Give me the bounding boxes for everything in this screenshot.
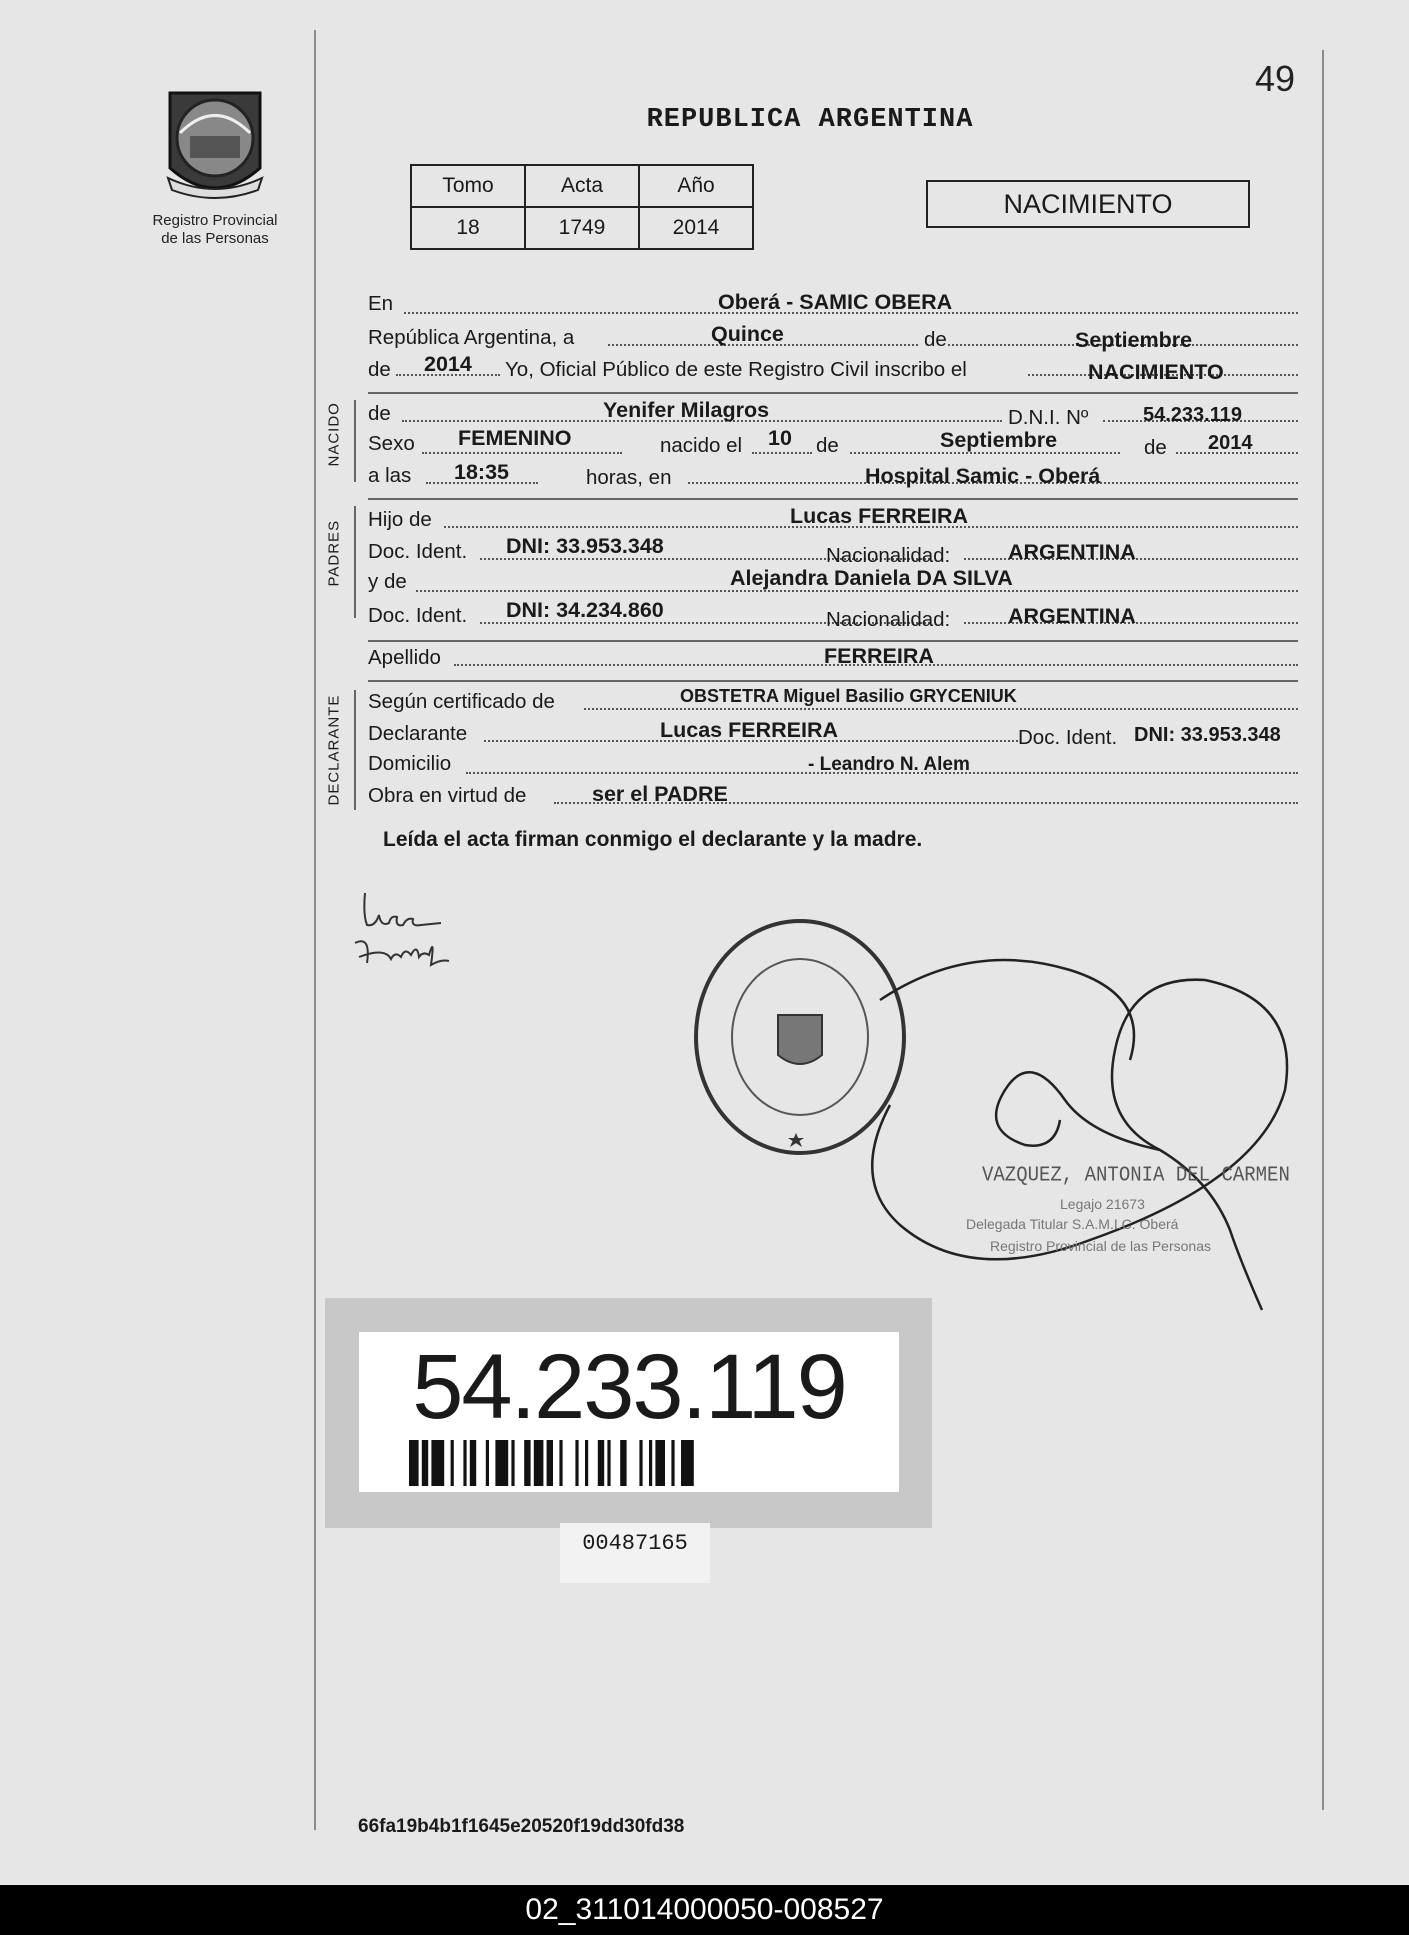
value-inscribo: NACIMIENTO [1088,360,1224,384]
serial-number: 00487165 [560,1523,710,1583]
label-nac2: Nacionalidad: [826,608,951,631]
row-republica [368,322,1298,352]
value-doc1: DNI: 33.953.348 [506,534,664,558]
row-y-de [368,568,1298,598]
value-day: Quince [711,322,784,346]
value-birth-month: Septiembre [940,428,1058,452]
official-signature [830,940,1310,1320]
value-month: Septiembre [1075,328,1193,352]
label-obra: Obra en virtud de [368,784,527,807]
right-margin-line [1322,50,1324,1810]
value-nac1: ARGENTINA [1008,540,1136,564]
registry-table [410,164,754,250]
value-name: Yenifer Milagros [603,398,770,422]
row-hijo-de [368,504,1298,534]
section-label-nacido: NACIDO [325,402,343,467]
section-label-padres: PADRES [325,519,343,587]
label-doc2: Doc. Ident. [368,604,468,627]
label-nacido-de: de [368,402,391,425]
header-ano: Año [639,165,753,207]
value-declarante: Lucas FERREIRA [660,718,839,742]
row-hora [368,460,1298,490]
label-certificado: Según certificado de [368,690,555,713]
closing-statement: Leída el acta firman conmigo el declarante y la madre. [383,828,923,851]
value-ano: 2014 [639,207,753,249]
barcode-sticker [325,1298,932,1528]
value-time: 18:35 [454,460,509,484]
value-acta: 1749 [525,207,639,249]
row-apellido [368,642,1298,672]
label-apellido: Apellido [368,646,441,669]
value-doc2: DNI: 34.234.860 [506,598,664,622]
page-title: REPUBLICA ARGENTINA [646,105,974,135]
document-hash: 66fa19b4b1f1645e20520f19dd30fd38 [358,1816,685,1837]
barcode-bars [409,1440,849,1486]
value-tomo: 18 [411,207,525,249]
official-legajo: Legajo 21673 [1060,1196,1145,1212]
label-a-las: a las [368,464,412,487]
row-inscribo [368,352,1298,382]
declarant-signature [345,885,495,985]
value-decl-doc: DNI: 33.953.348 [1134,724,1281,746]
value-nac2: ARGENTINA [1008,604,1136,628]
label-republica: República Argentina, a [368,326,575,349]
provincial-crest-logo [150,78,280,208]
value-birth-year: 2014 [1208,432,1253,454]
label-inscribo: Yo, Oficial Público de este Registro Civil inscribo el [505,358,967,381]
label-de-month: de [816,434,839,457]
record-type-box: NACIMIENTO [926,180,1250,228]
row-domicilio [368,750,1298,780]
official-title: Delegada Titular S.A.M.I.C. Oberá [966,1216,1179,1232]
value-year: 2014 [424,352,472,376]
label-de2: de [368,358,391,381]
value-birth-day: 10 [768,426,792,450]
label-decl-doc: Doc. Ident. [1018,726,1118,749]
label-nacido-el: nacido el [660,434,743,457]
row-declarante [368,718,1298,748]
label-dni: D.N.I. Nº [1008,406,1089,429]
row-sexo [368,426,1298,460]
crest-caption: Registro Provincial de las Personas [152,212,278,247]
value-sexo: FEMENINO [458,426,572,450]
row-certificado [368,686,1298,716]
header-tomo: Tomo [411,165,525,207]
label-hijo-de: Hijo de [368,508,432,531]
label-horas: horas, en [586,466,672,489]
value-obra: ser el PADRE [592,782,728,806]
label-y-de: y de [368,570,407,593]
official-org: Registro Provincial de las Personas [990,1238,1211,1254]
label-sexo: Sexo [368,432,415,455]
value-apellido: FERREIRA [824,644,934,668]
value-mother: Alejandra Daniela DA SILVA [730,566,1013,590]
row-obra [368,780,1298,810]
row-doc1 [368,536,1298,566]
row-nacido-name [368,398,1298,428]
label-de-year: de [1144,436,1167,459]
section-label-declarante: DECLARANTE [325,694,343,806]
value-father: Lucas FERREIRA [790,504,969,528]
label-declarante: Declarante [368,722,468,745]
file-id-footer: 02_311014000050-008527 [0,1885,1409,1935]
barcode-number: 54.233.119 [412,1336,846,1438]
left-margin-line [314,30,316,1830]
value-certificado: OBSTETRA Miguel Basilio GRYCENIUK [680,686,1017,706]
label-en: En [368,292,394,315]
row-en [368,290,1298,320]
label-domicilio: Domicilio [368,752,452,775]
row-doc2 [368,600,1298,630]
page-number: 49 [1255,58,1296,99]
label-nac1: Nacionalidad: [826,544,951,567]
value-place: Hospital Samic - Oberá [865,464,1101,488]
header-acta: Acta [525,165,639,207]
label-de: de [924,328,947,351]
value-domicilio: - Leandro N. Alem [808,754,970,775]
official-name: VAZQUEZ, ANTONIA DEL CARMEN [982,1162,1290,1188]
value-en: Oberá - SAMIC OBERA [718,290,953,314]
value-dni: 54.233.119 [1143,404,1242,426]
label-doc1: Doc. Ident. [368,540,468,563]
